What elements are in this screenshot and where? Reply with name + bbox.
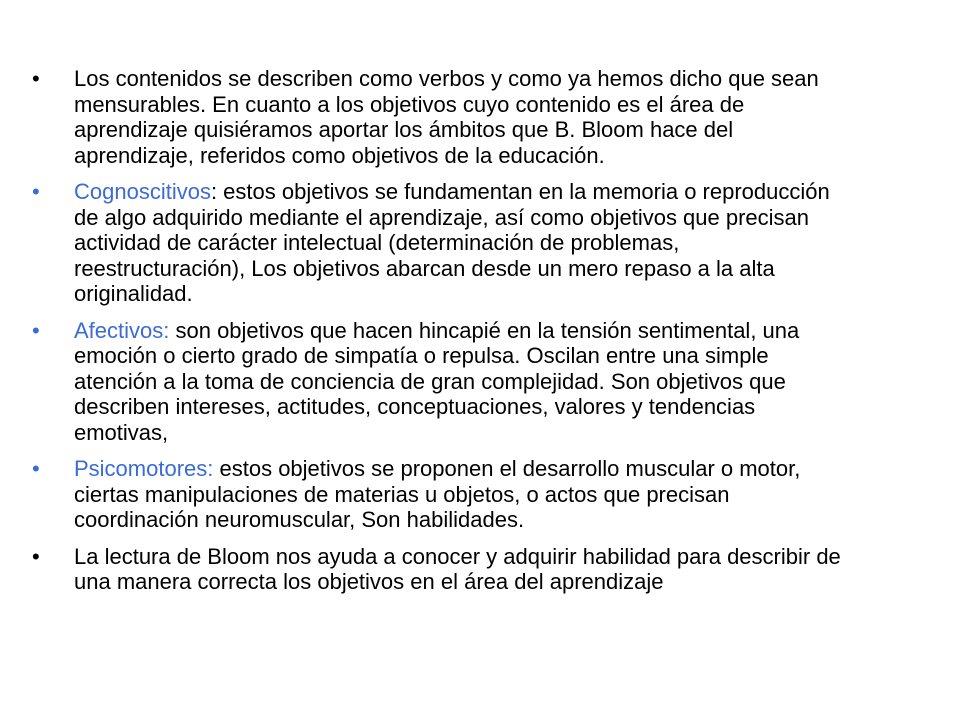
bullet-text: La lectura de Bloom nos ayuda a conocer y adquirir habilidad para describir de una manera correcta los objetivos en el área del aprendizaje [74, 543, 841, 594]
bullet-dot-icon: • [32, 317, 40, 343]
bullet-dot-icon: • [32, 179, 40, 204]
bullet-text: : estos objetivos se fundamentan en la memoria o reproducción de algo adquirido mediante el aprendizaje, así como objetivos que precisan actividad de carácter intelectual (determinación de problemas, reestructuración), Los objetivos abarcan desde un mero repaso a la alta originalidad. [74, 179, 830, 306]
bullet-item-psicomotores [32, 456, 852, 533]
bullet-dot-icon: • [32, 543, 40, 569]
bullet-item-cognoscitivos [32, 179, 852, 307]
bullet-text: son objetivos que hacen hincapié en la tensión sentimental, una emoción o cierto grado de simpatía o repulsa. Oscilan entre una simple atención a la toma de conciencia de gran complejidad. Son objetivos que describen intereses, actitudes, conceptuaciones, valores y tendencias emotivas, [74, 317, 800, 445]
bullet-text: estos objetivos se proponen el desarrollo muscular o motor, ciertas manipulaciones de materias u objetos, o actos que precisan coordinación neuromuscular, Son habilidades. [74, 456, 801, 532]
bullet-term: Afectivos: [74, 317, 170, 343]
bullet-item-afectivos [32, 318, 852, 446]
bullet-term: Psicomotores: [74, 456, 214, 481]
bullet-item-intro [32, 66, 852, 168]
bullet-dot-icon: • [32, 66, 40, 91]
bullet-term: Cognoscitivos [74, 179, 211, 204]
bullet-item-conclusion [32, 544, 852, 595]
bullet-list [32, 66, 852, 606]
bullet-dot-icon: • [32, 456, 40, 481]
bullet-text: Los contenidos se describen como verbos y como ya hemos dicho que sean mensurables. En cuanto a los objetivos cuyo contenido es el área de aprendizaje quisiéramos aportar los ámbitos que B. Bloom hace del aprendizaje, referidos como objetivos de la educación. [74, 66, 819, 168]
